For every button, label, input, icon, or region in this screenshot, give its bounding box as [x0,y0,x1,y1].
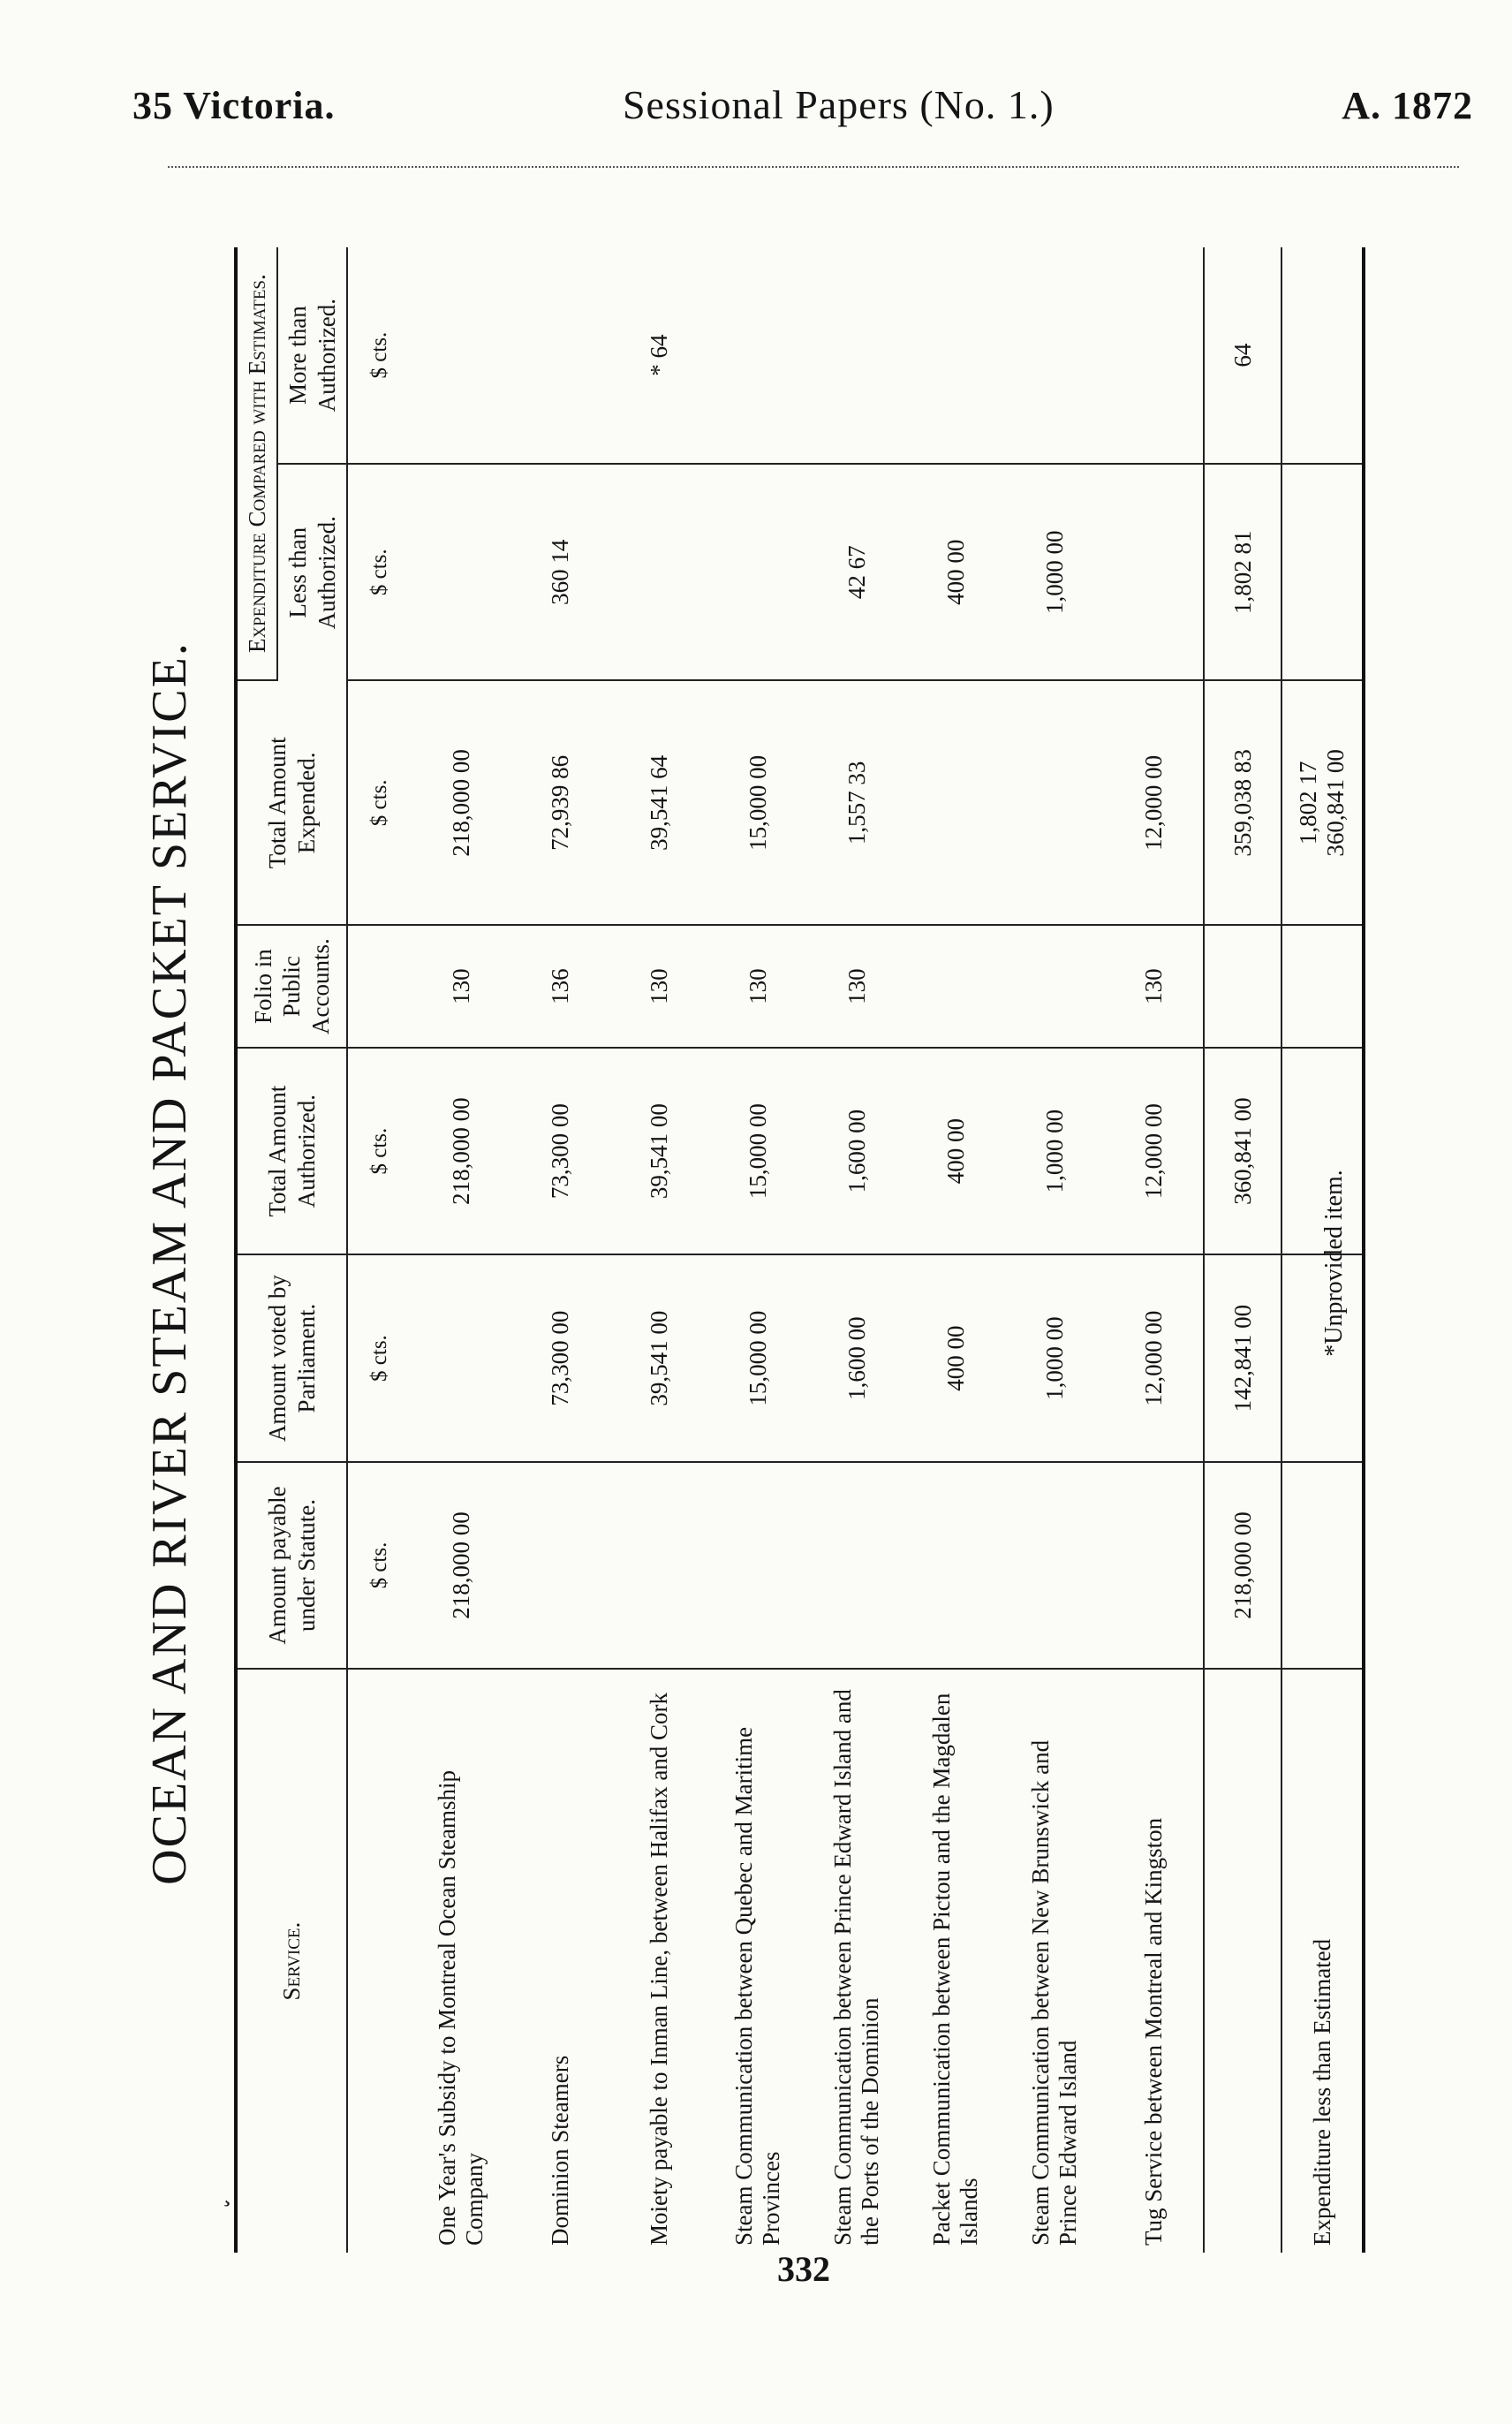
folio-number [1005,925,1104,1048]
units-less-than: $ cts. [347,464,412,680]
statute-amount [807,1462,906,1669]
session-label: 35 Victoria. [132,84,336,127]
final-label: Expenditure less than Estimated [1281,1669,1364,2253]
authorized-amount: 12,000 00 [1104,1048,1204,1254]
service-name: Steam Communication between Quebec and Maritime Provinces [730,1726,785,2246]
service-name: Steam Communication between New Brunswick and Prince Edward Island [1027,1739,1082,2246]
service-name: Steam Communication between Prince Edward Island and the Ports of the Dominion [829,1689,884,2246]
final-expended-add: 1,802 17 [1295,761,1322,845]
header-rule [168,166,1459,168]
total-more-than: 64 [1204,247,1281,464]
authorized-amount: 1,000 00 [1005,1048,1104,1254]
folio-number: 130 [412,925,510,1048]
statute-amount [609,1462,708,1669]
voted-amount: 12,000 00 [1104,1254,1204,1461]
more-than-amount [1104,247,1204,464]
total-authorized: 360,841 00 [1204,1048,1281,1254]
authorized-amount: 218,000 00 [412,1048,510,1254]
voted-amount: 39,541 00 [609,1254,708,1461]
voted-amount: 1,000 00 [1005,1254,1104,1461]
col-authorized: Total Amount Authorized. [236,1048,347,1254]
less-than-amount: 42 67 [807,464,906,680]
col-folio: Folio in Public Accounts. [236,925,347,1048]
more-than-amount [906,247,1005,464]
more-than-amount [708,247,807,464]
authorized-amount: 15,000 00 [708,1048,807,1254]
voted-amount [412,1254,510,1461]
col-service: Service. [236,1669,347,2253]
total-statute: 218,000 00 [1204,1462,1281,1669]
expended-amount: 72,939 86 [510,680,609,925]
service-name: One Year's Subsidy to Montreal Ocean Steamship Company [434,1769,488,2246]
folio-number: 130 [708,925,807,1048]
col-voted: Amount voted by Parliament. [236,1254,347,1461]
table-row [708,247,807,2253]
authorized-amount: 39,541 00 [609,1048,708,1254]
more-than-amount [1005,247,1104,464]
folio-number: 130 [1104,925,1204,1048]
year-label: A. 1872 [1342,84,1473,127]
units-voted: $ cts. [347,1254,412,1461]
service-name: Tug Service between Montreal and Kingston [1139,1817,1167,2246]
expended-amount: 218,000 00 [412,680,510,925]
col-more-than: More than Authorized. [277,247,347,464]
table-row [906,247,1005,2253]
total-folio-cell [1204,925,1281,1048]
total-voted: 142,841 00 [1204,1254,1281,1461]
total-expended: 359,038 83 [1204,680,1281,925]
voted-amount: 73,300 00 [510,1254,609,1461]
totals-label-cell [1204,1669,1281,2253]
table-row [510,247,609,2253]
less-than-amount: 400 00 [906,464,1005,680]
authorized-amount: 1,600 00 [807,1048,906,1254]
totals-row [1204,247,1281,2253]
authorized-amount: 73,300 00 [510,1048,609,1254]
less-than-amount [1104,464,1204,680]
sessional-papers-label: Sessional Papers (No. 1.) [622,82,1055,127]
folio-number: 130 [807,925,906,1048]
units-service-cell [347,1669,412,2253]
corner-mark: ¸ [223,2178,231,2207]
voted-amount: 400 00 [906,1254,1005,1461]
less-than-amount: 1,000 00 [1005,464,1104,680]
voted-amount: 15,000 00 [708,1254,807,1461]
expended-amount: 12,000 00 [1104,680,1204,925]
folio-number: 130 [609,925,708,1048]
col-compared-group: Expenditure Compared with Estimates. [236,247,277,680]
more-than-amount [510,247,609,464]
units-authorized: $ cts. [347,1048,412,1254]
more-than-amount [807,247,906,464]
statute-amount [510,1462,609,1669]
units-folio-cell [347,925,412,1048]
col-statute: Amount payable under Statute. [236,1462,347,1669]
less-than-amount: 360 14 [510,464,609,680]
service-name: Dominion Steamers [546,2055,573,2246]
col-less-than: Less than Authorized. [277,464,347,680]
units-more-than: $ cts. [347,247,412,464]
service-name: Packet Communication between Pictou and the Magdalen Islands [928,1693,983,2246]
authorized-amount: 400 00 [906,1048,1005,1254]
rotated-page-content [141,239,1466,2288]
statute-amount [1104,1462,1204,1669]
units-row [347,247,412,2253]
header-row [236,247,277,2253]
units-expended: $ cts. [347,680,412,925]
more-than-amount [412,247,510,464]
less-than-amount [609,464,708,680]
document-title: OCEAN AND RIVER STEAM AND PACKET SERVICE. [142,641,197,1885]
folio-number: 136 [510,925,609,1048]
statute-amount: 218,000 00 [412,1462,510,1669]
expenditure-table [234,247,1365,2253]
expended-amount: 1,557 33 [807,680,906,925]
statute-amount [1005,1462,1104,1669]
expended-amount [1005,680,1104,925]
expended-amount: 39,541 64 [609,680,708,925]
table-row [1005,247,1104,2253]
voted-amount: 1,600 00 [807,1254,906,1461]
final-expended-total: 360,841 00 [1322,749,1349,857]
table-row [1104,247,1204,2253]
folio-number [906,925,1005,1048]
expended-amount: 15,000 00 [708,680,807,925]
table-row [609,247,708,2253]
less-than-amount [412,464,510,680]
more-than-amount: * 64 [609,247,708,464]
running-head [132,81,1473,128]
less-than-amount [708,464,807,680]
total-less-than: 1,802 81 [1204,464,1281,680]
page-number: 332 [777,2249,830,2289]
footnote: *Unprovided item. [1320,1170,1348,1357]
table-row [412,247,510,2253]
statute-amount [906,1462,1005,1669]
expended-amount [906,680,1005,925]
units-statute: $ cts. [347,1462,412,1669]
statute-amount [708,1462,807,1669]
service-name: Moiety payable to Inman Line, between Halifax and Cork [645,1692,672,2246]
table-row [807,247,906,2253]
col-expended: Total Amount Expended. [236,680,347,925]
